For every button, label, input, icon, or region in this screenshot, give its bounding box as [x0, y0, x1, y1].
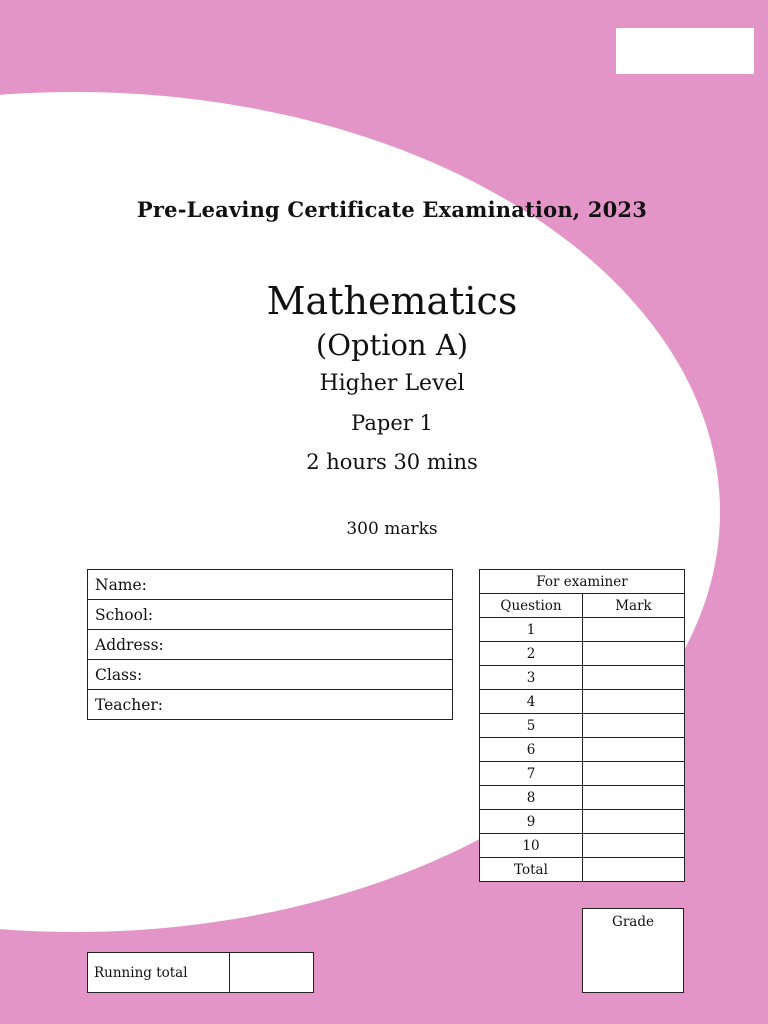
corner-label-box: [616, 28, 754, 74]
examiner-marks-table: [479, 569, 685, 882]
mark-cell[interactable]: [583, 666, 685, 690]
examiner-heading: For examiner: [480, 570, 685, 594]
table-row: [480, 690, 685, 714]
table-row: [480, 618, 685, 642]
mark-cell[interactable]: [583, 786, 685, 810]
running-total-label: Running total: [88, 953, 230, 992]
question-number: 10: [480, 834, 583, 858]
mark-cell[interactable]: [583, 762, 685, 786]
table-row: [480, 834, 685, 858]
mark-cell[interactable]: [583, 714, 685, 738]
grade-box[interactable]: [582, 908, 684, 993]
subject-title: Mathematics: [266, 279, 518, 323]
name-field[interactable]: Name:: [88, 570, 453, 600]
table-row: [480, 762, 685, 786]
mark-column-header: Mark: [583, 594, 685, 618]
table-row: [480, 642, 685, 666]
question-number: 3: [480, 666, 583, 690]
mark-cell[interactable]: [583, 810, 685, 834]
school-field[interactable]: School:: [88, 600, 453, 630]
question-number: 2: [480, 642, 583, 666]
running-total-box: [87, 952, 314, 993]
exam-duration: 2 hours 30 mins: [306, 450, 478, 474]
table-row: [480, 738, 685, 762]
table-row: [480, 810, 685, 834]
exam-title: Pre-Leaving Certificate Examination, 2023: [136, 197, 648, 222]
question-number: 9: [480, 810, 583, 834]
candidate-details-table: [87, 569, 453, 720]
question-number: 7: [480, 762, 583, 786]
table-row: [480, 786, 685, 810]
mark-cell[interactable]: [583, 690, 685, 714]
teacher-field[interactable]: Teacher:: [88, 690, 453, 720]
total-marks: 300 marks: [346, 519, 438, 539]
mark-cell[interactable]: [583, 618, 685, 642]
mark-cell[interactable]: [583, 738, 685, 762]
question-number: 5: [480, 714, 583, 738]
question-number: 8: [480, 786, 583, 810]
table-row: [480, 666, 685, 690]
running-total-value[interactable]: [230, 953, 313, 992]
total-mark-cell[interactable]: [583, 858, 685, 882]
total-row: [480, 858, 685, 882]
mark-cell[interactable]: [583, 834, 685, 858]
question-number: 4: [480, 690, 583, 714]
total-label: Total: [480, 858, 583, 882]
mark-cell[interactable]: [583, 642, 685, 666]
exam-level: Higher Level: [319, 371, 465, 396]
address-field[interactable]: Address:: [88, 630, 453, 660]
paper-number: Paper 1: [351, 411, 433, 435]
question-number: 1: [480, 618, 583, 642]
question-column-header: Question: [480, 594, 583, 618]
grade-label: Grade: [612, 914, 654, 930]
subject-option: (Option A): [315, 328, 469, 362]
table-row: [480, 714, 685, 738]
class-field[interactable]: Class:: [88, 660, 453, 690]
question-number: 6: [480, 738, 583, 762]
